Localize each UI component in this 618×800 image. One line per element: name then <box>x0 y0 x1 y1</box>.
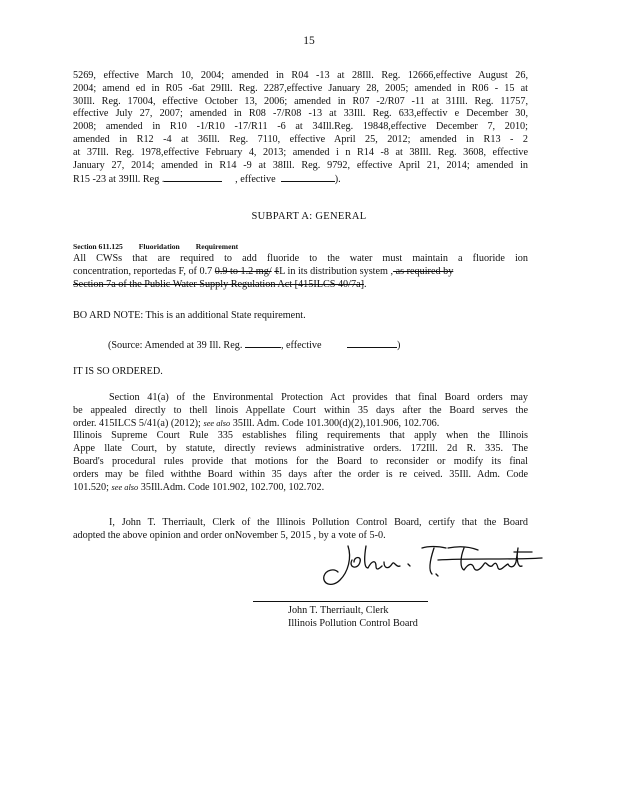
appeal-text: 101.520; <box>73 481 109 493</box>
cert-line: adopted the above opinion and order onNovember 5, 2015 , by a vote of 5-0. <box>73 529 386 541</box>
appeal-line: Appe llate Court, by statute, directly reviews administrative orders. 172Ill. 2d R. 335. The <box>73 443 528 455</box>
source-start: (Source: Amended at 39 Ill. Reg. <box>108 340 243 351</box>
history-line: January 27, 2014; amended in R14 -9 at 38Ill. Reg. 9792, effective April 21, 2014; amended in <box>73 159 528 171</box>
appeal-text: order. 415ILCS 5/41(a) (2012); <box>73 417 201 429</box>
clerk-name: John T. Therriault, Clerk <box>288 605 389 616</box>
history-last-start: R15 -23 at 39Ill. Reg . <box>73 174 165 186</box>
history-last-end: ). <box>334 174 341 186</box>
history-last-mid: , effective <box>235 174 276 186</box>
appeal-line: Section 41(a) of the Environmental Protection Act provides that final Board orders may <box>109 392 528 403</box>
appeal-line: Illinois Supreme Court Rule 335 establishes filing requirements that apply when the Illinois <box>73 430 528 442</box>
history-paragraph <box>73 70 528 187</box>
history-line: 2004; amend ed in R05 -6at 29Ill. Reg. 2287,effective January 28, 2005; amended in R06 - 15 at <box>73 82 528 94</box>
appeal-line-8 <box>73 482 528 495</box>
signature-block <box>288 605 418 631</box>
see-also-signal: see also <box>203 418 231 428</box>
section-number: Section 611.125 <box>73 242 123 251</box>
appeal-line-3 <box>73 418 528 431</box>
rule-text-part: . <box>364 278 367 290</box>
reg-blank <box>164 172 222 182</box>
history-line: amended in R12 -4 at 36Ill. Reg. 7110, effective April 25, 2012; amended in R13 - 2 <box>73 133 528 145</box>
deleted-text: Section 7a of the Public Water Supply Regulation Act [415ILCS 40/7a] <box>73 278 364 290</box>
source-mid: , effective <box>280 340 322 351</box>
so-ordered: IT IS SO ORDERED. <box>73 366 163 377</box>
board-name: Illinois Pollution Control Board <box>288 617 418 629</box>
source-note <box>108 338 400 351</box>
deleted-text: 0.9 to 1.2 mg/ <box>214 265 272 277</box>
reg-blank <box>245 338 281 348</box>
appeal-paragraph <box>73 392 528 494</box>
section-heading <box>73 242 254 251</box>
rule-text <box>73 253 528 291</box>
source-end: ) <box>396 340 401 351</box>
appeal-text: 35Ill. Adm. Code 101.300(d)(2),101.906, 102.706. <box>232 417 440 429</box>
subpart-heading: SUBPART A: GENERAL <box>251 211 367 222</box>
rule-line: All CWSs that are required to add fluoride to the water must maintain a fluoride ion <box>73 253 528 264</box>
history-line: 5269, effective March 10, 2004; amended in R04 -13 at 28Ill. Reg. 12666,effective August 26, <box>73 70 528 81</box>
history-line: 30Ill. Reg. 17004, effective October 13, 2006; amended in R07 -2/R07 -11 at 31Ill. Reg. 11757, <box>73 95 528 107</box>
rule-text-part: concentration, reportedas F, of 0.7 <box>73 265 215 277</box>
section-title: Fluoridation <box>138 242 180 251</box>
rule-line-2 <box>73 266 528 279</box>
appeal-line: Board's procedural rules provide that motions for the Board to reconsider or modify its final <box>73 455 528 467</box>
rule-text-part: L in its distribution system , <box>279 265 394 277</box>
effective-blank <box>347 338 397 348</box>
rule-line-3 <box>73 279 528 292</box>
cert-line: I, John T. Therriault, Clerk of the Illinois Pollution Control Board, certify that the Board <box>109 517 528 528</box>
appeal-line: be appealed directly to thell linois Appellate Court within 35 days after the Board serves the <box>73 404 528 416</box>
appeal-text: 35Ill.Adm. Code 101.902, 102.700, 102.702. <box>140 481 325 493</box>
history-last-line <box>73 172 528 187</box>
appeal-line: orders may be filed withthe Board within 35 days after the order is re ceived. 35Ill. Adm. Code <box>73 468 528 480</box>
history-line: 2008; amended in R10 -1/R10 -17/R11 -6 at 34Ill.Reg. 19848,effective December 7, 2010; <box>73 121 528 133</box>
deleted-text: ℓ <box>274 265 280 277</box>
section-title2: Requirement <box>195 242 239 251</box>
see-also-signal: see also <box>111 482 139 492</box>
handwritten-signature <box>318 538 548 594</box>
effective-blank <box>281 172 335 182</box>
deleted-text: as required by <box>393 265 454 277</box>
signature-line <box>253 601 428 602</box>
board-note: BO ARD NOTE: This is an additional State requirement. <box>73 310 306 321</box>
history-line: at 37Ill. Reg. 1978,effective February 4, 2013; amended i n R14 -8 at 38Ill. Reg. 3608, effective <box>73 146 528 158</box>
page-number: 15 <box>303 35 315 47</box>
history-line: effective July 27, 2007; amended in R08 -7/R08 -13 at 33Ill. Reg. 633,effectiv e December 30, <box>73 108 528 120</box>
